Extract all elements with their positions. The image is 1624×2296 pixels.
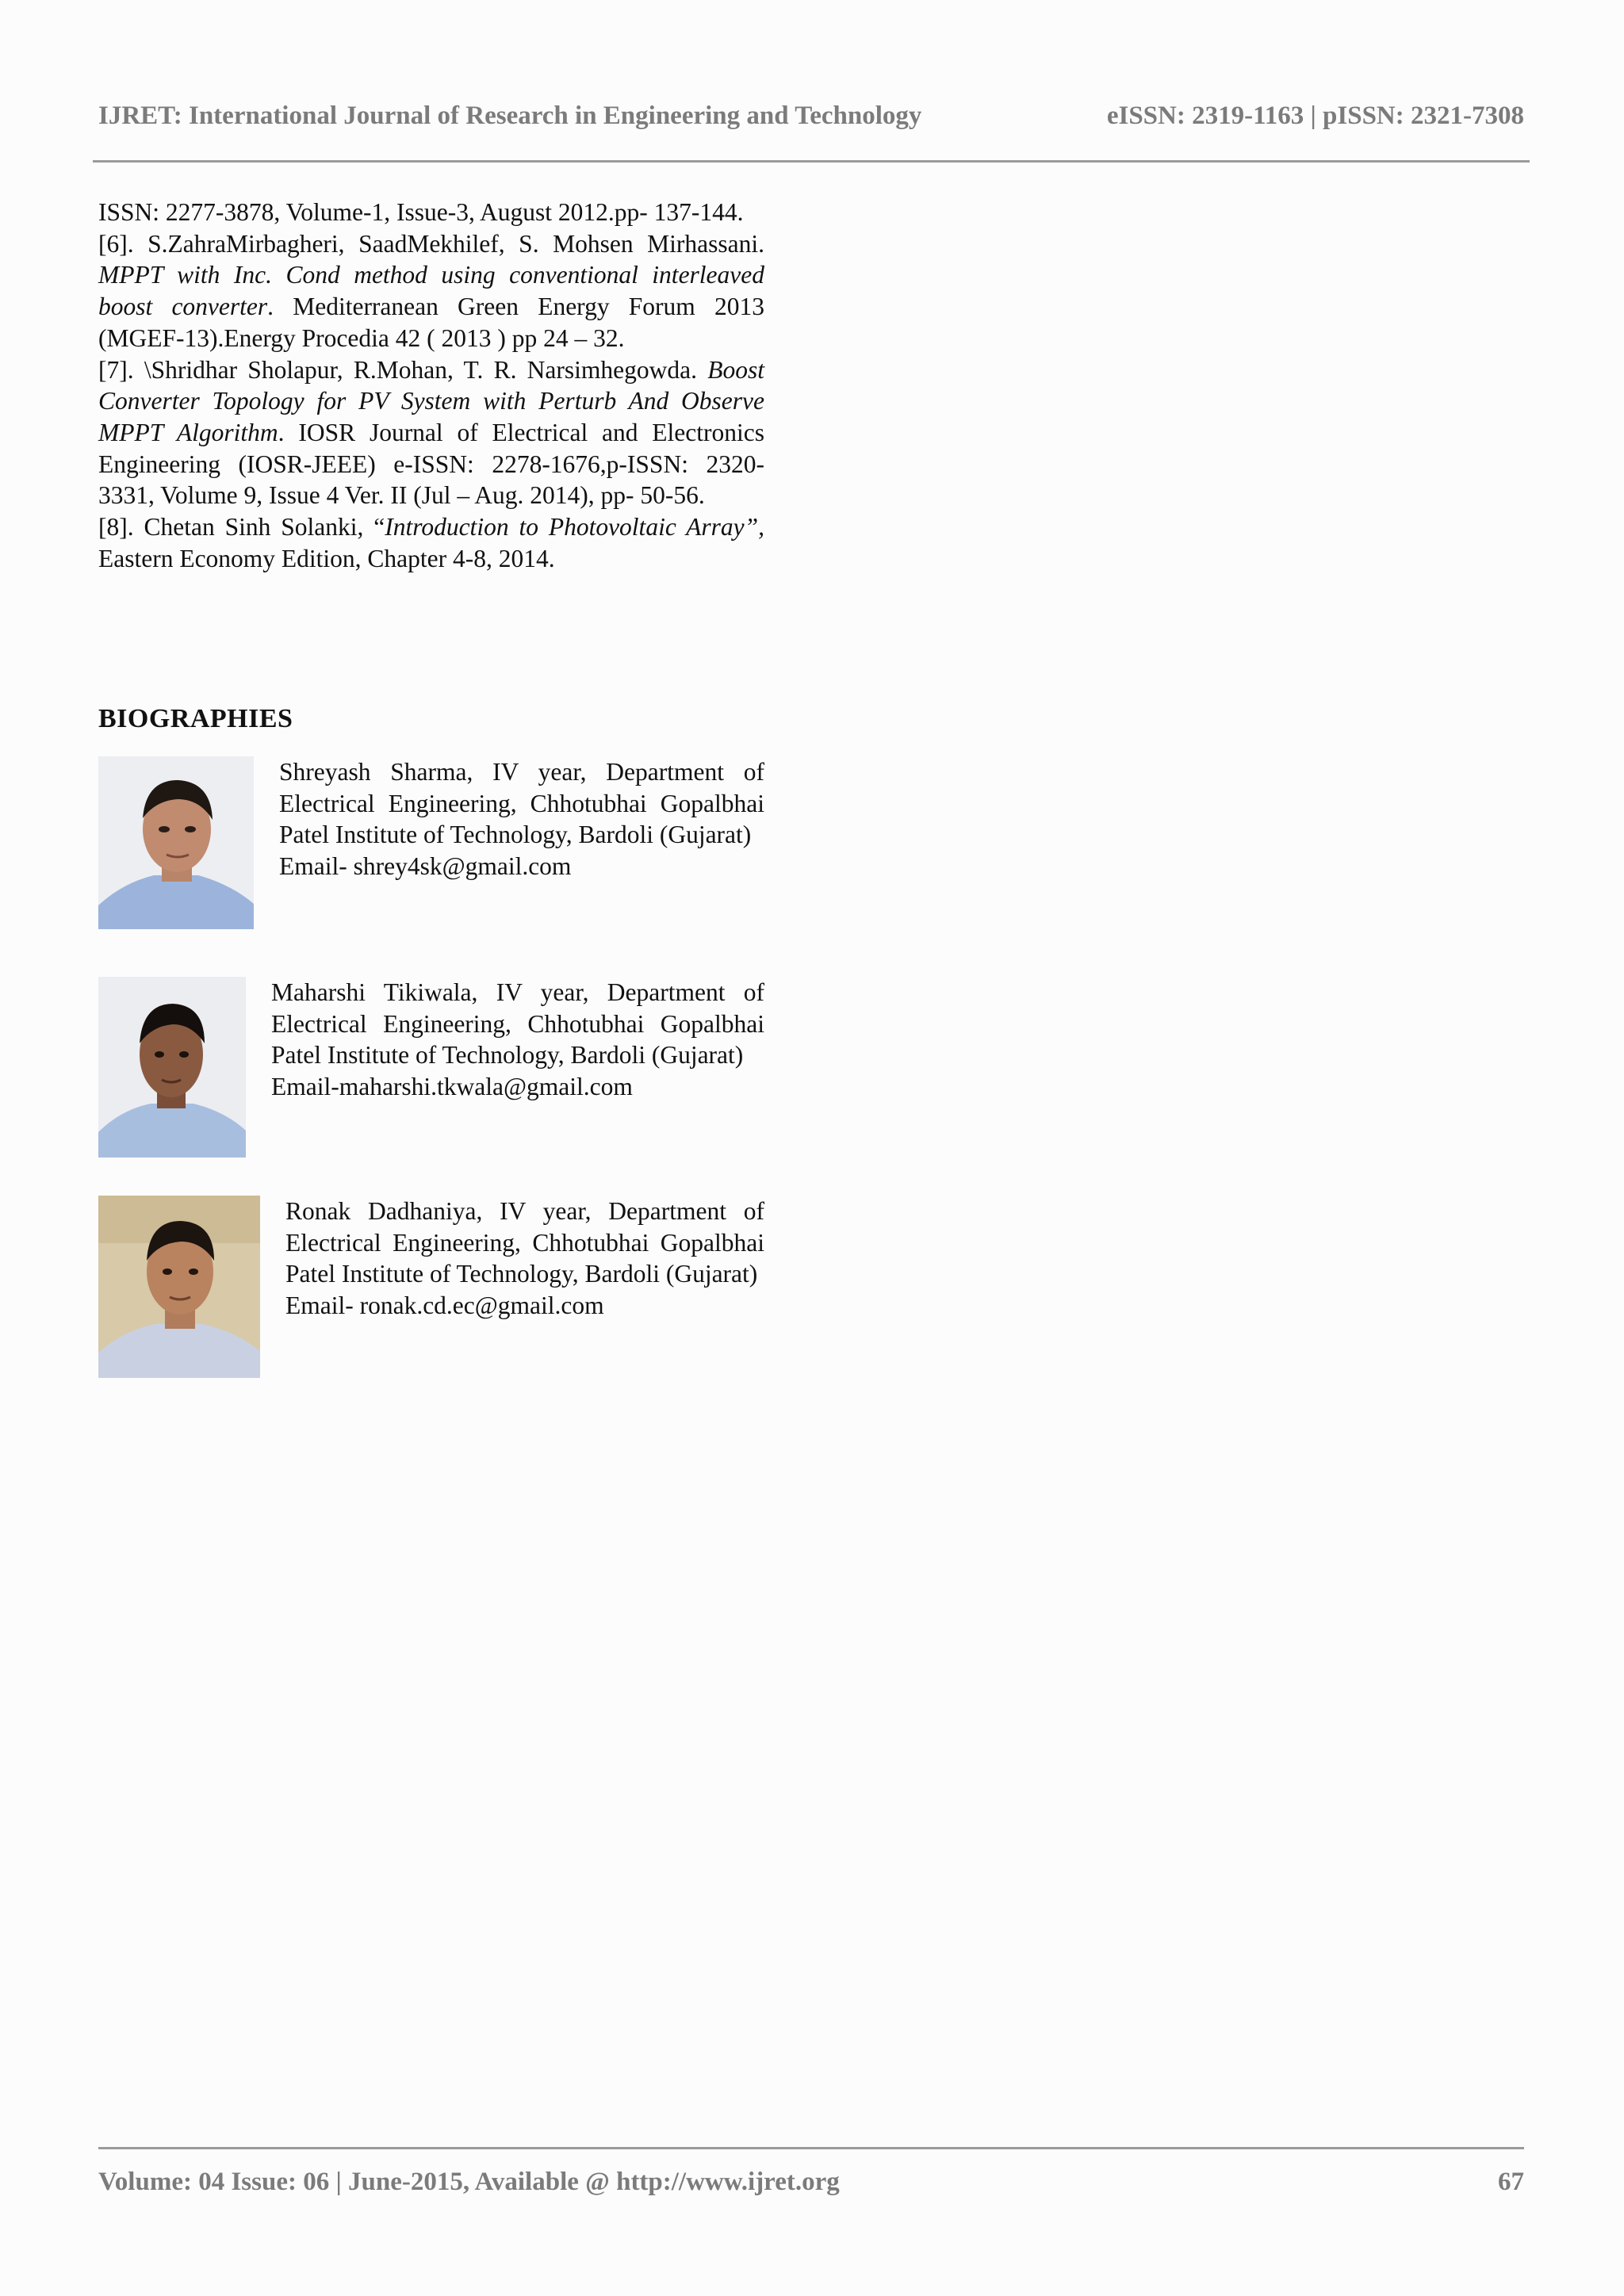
- footer-volume: Volume: 04 Issue: 06 | June-2015, Available @ http://www.ijret.org: [98, 2167, 840, 2196]
- biography-1: [98, 756, 764, 931]
- journal-issn: eISSN: 2319-1163 | pISSN: 2321-7308: [1106, 101, 1524, 130]
- page-number: 67: [1498, 2167, 1524, 2196]
- author-photo-1: [98, 756, 254, 929]
- author-bio-2: Maharshi Tikiwala, IV year, Department of Electrical Engineering, Chhotubhai Gopalbhai Patel Institute of Technology, Bardoli (Gujarat) Email-maharshi.tkwala@gmail.com: [271, 977, 764, 1103]
- biography-3: [98, 1196, 764, 1380]
- header-rule: [93, 160, 1530, 163]
- author-email-2: Email-maharshi.tkwala@gmail.com: [271, 1073, 633, 1101]
- page-footer: [98, 2163, 1524, 2201]
- author-email-3: Email- ronak.cd.ec@gmail.com: [285, 1292, 604, 1320]
- author-photo-3: [98, 1196, 260, 1378]
- reference-7: [7]. \Shridhar Sholapur, R.Mohan, T. R. Narsimhegowda. Boost Converter Topology for PV System with Perturb And Observe MPPT Algorithm. IOSR Journal of Electrical and Electronics Engineering (IOSR-JEEE) e-ISSN: 2278-1676,p-ISSN: 2320-3331, Volume 9, Issue 4 Ver. II (Jul – Aug. 2014), pp- 50-56.: [98, 355, 764, 510]
- reference-5-continued: ISSN: 2277-3878, Volume-1, Issue-3, August 2012.pp- 137-144.: [98, 198, 744, 226]
- references-list: [98, 197, 764, 574]
- author-email-1: Email- shrey4sk@gmail.com: [279, 852, 572, 881]
- author-bio-3: Ronak Dadhaniya, IV year, Department of Electrical Engineering, Chhotubhai Gopalbhai Patel Institute of Technology, Bardoli (Gujarat) Email- ronak.cd.ec@gmail.com: [285, 1196, 764, 1322]
- reference-6: [6]. S.ZahraMirbagheri, SaadMekhilef, S. Mohsen Mirhassani. MPPT with Inc. Cond method using conventional interleaved boost converter. Mediterranean Green Energy Forum 2013 (MGEF-13).Energy Procedia 42 ( 2013 ) pp 24 – 32.: [98, 229, 764, 352]
- reference-8: [8]. Chetan Sinh Solanki, “Introduction to Photovoltaic Array”, Eastern Economy Edition, Chapter 4-8, 2014.: [98, 513, 764, 572]
- journal-title: IJRET: International Journal of Research in Engineering and Technology: [98, 101, 922, 130]
- page-header: [98, 97, 1524, 135]
- author-photo-2: [98, 977, 246, 1158]
- biography-2: [98, 977, 764, 1159]
- author-bio-1: Shreyash Sharma, IV year, Department of Electrical Engineering, Chhotubhai Gopalbhai Patel Institute of Technology, Bardoli (Gujarat) Email- shrey4sk@gmail.com: [279, 756, 764, 882]
- biographies-heading: BIOGRAPHIES: [98, 704, 293, 733]
- footer-rule: [98, 2147, 1524, 2149]
